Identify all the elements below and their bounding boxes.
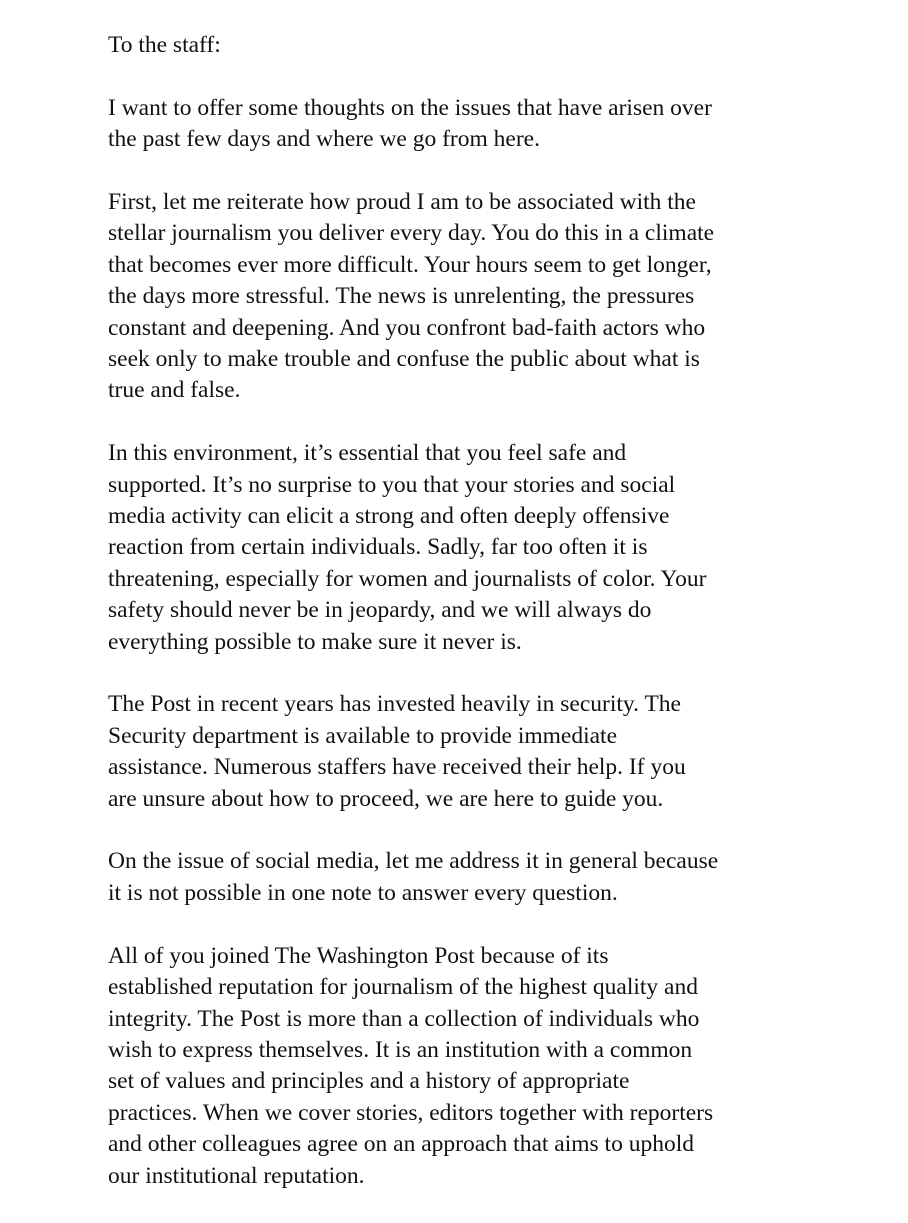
letter-body [108,30,888,1223]
paragraph-line: true and false. [108,377,241,404]
paragraph-line: safety should never be in jeopardy, and we will always do [108,597,652,624]
letter-greeting: To the staff: [108,32,221,58]
paragraph-line: constant and deepening. And you confront bad-faith actors who [108,314,706,341]
paragraph-line: media activity can elicit a strong and often deeply offensive [108,503,670,530]
paragraph-5 [108,846,888,909]
paragraph-line: wish to express themselves. It is an institution with a common [108,1036,693,1063]
paragraph-line: stellar journalism you deliver every day. You do this in a climate [108,220,715,247]
paragraph-6 [108,941,888,1192]
paragraph-2 [108,187,888,407]
paragraph-line: the past few days and where we go from here. [108,126,540,153]
paragraph-line: established reputation for journalism of the highest quality and [108,974,698,1001]
paragraph-line: the days more stressful. The news is unrelenting, the pressures [108,283,695,310]
paragraph-line: that becomes ever more difficult. Your hours seem to get longer, [108,251,712,278]
paragraph-line: On the issue of social media, let me address it in general because [108,848,719,875]
paragraph-line: practices. When we cover stories, editors together with reporters [108,1099,714,1126]
paragraph-line: supported. It’s no surprise to you that your stories and social [108,471,676,498]
paragraph-line: seek only to make trouble and confuse the public about what is [108,346,700,373]
paragraph-1 [108,93,888,156]
paragraph-line: are unsure about how to proceed, we are here to guide you. [108,785,664,812]
paragraph-3 [108,438,888,658]
paragraph-line: threatening, especially for women and journalists of color. Your [108,565,707,592]
paragraph-line: I want to offer some thoughts on the issues that have arisen over [108,94,712,121]
paragraph-line: In this environment, it’s essential that you feel safe and [108,440,627,467]
paragraph-line: it is not possible in one note to answer every question. [108,879,618,906]
paragraph-4 [108,689,888,815]
paragraph-line: integrity. The Post is more than a collection of individuals who [108,1005,700,1032]
paragraph-line: and other colleagues agree on an approach that aims to uphold [108,1131,694,1158]
paragraph-line: All of you joined The Washington Post because of its [108,942,609,969]
paragraph-line: The Post in recent years has invested heavily in security. The [108,691,681,718]
paragraph-line: First, let me reiterate how proud I am to be associated with the [108,189,696,215]
paragraph-line: everything possible to make sure it never is. [108,628,522,655]
paragraph-line: assistance. Numerous staffers have received their help. If you [108,754,686,781]
paragraph-line: Security department is available to provide immediate [108,722,618,749]
paragraph-line: our institutional reputation. [108,1162,365,1189]
paragraph-line: set of values and principles and a history of appropriate [108,1068,630,1095]
paragraph-line: reaction from certain individuals. Sadly, far too often it is [108,534,648,561]
